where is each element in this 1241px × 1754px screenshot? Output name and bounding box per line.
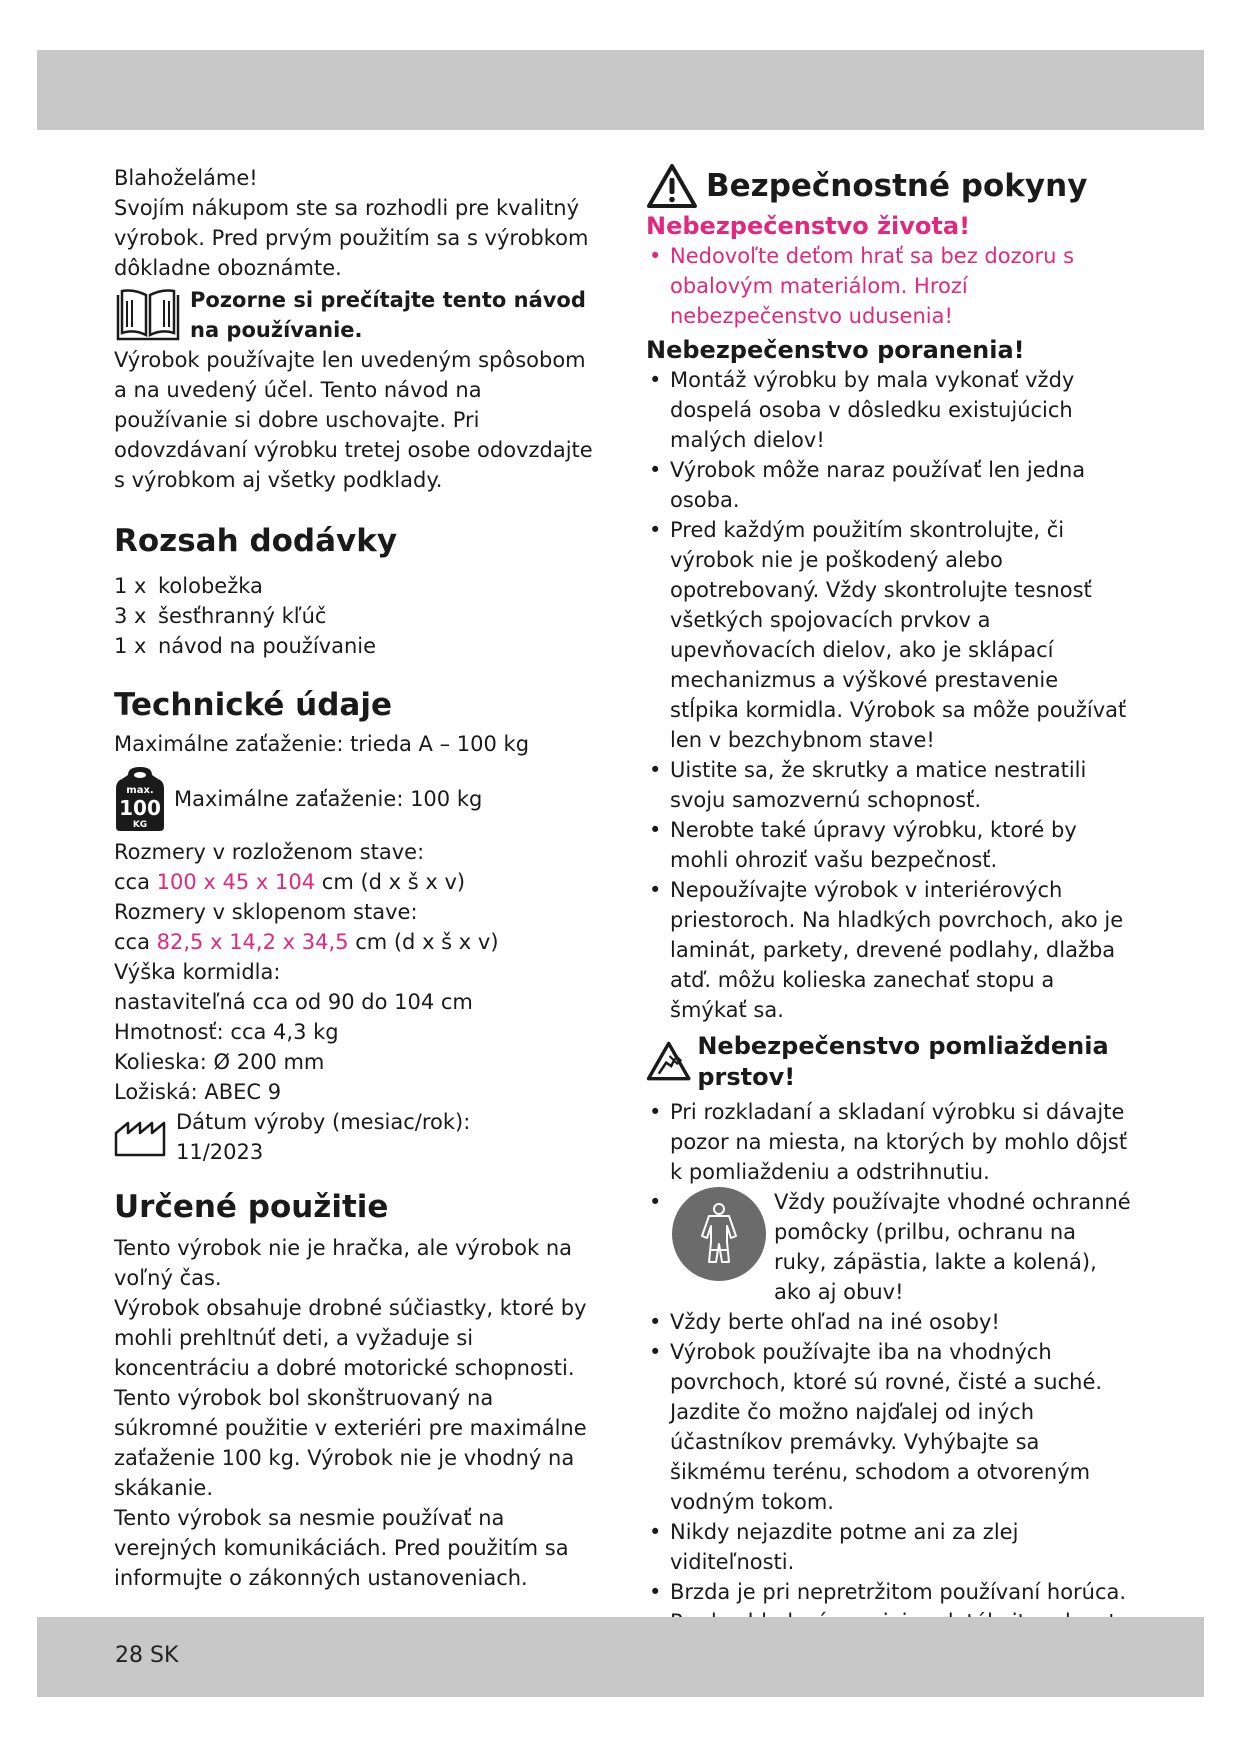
- list-item: • Nepoužívajte výrobok v interiérových priestoroch. Na hladkých povrchoch, ako je laminát, parkety, drevené podlahy, dlažba atď. môžu kolieska zanechať stopu a šmýkať sa.: [646, 875, 1132, 1025]
- list-item: • Brzda je pri nepretržitom používaní horúca.: [646, 1577, 1132, 1667]
- crush-warning-icon: [646, 1037, 691, 1085]
- protective-suit-icon: [672, 1187, 766, 1281]
- protective-gear-item: [646, 1187, 1132, 1307]
- supply-title: Rozsah dodávky: [114, 523, 398, 559]
- intended-paragraph: Tento výrobok sa nesmie používať na verejných komunikáciách. Pred použitím sa informujte o zákonných ustanoveniach.: [114, 1506, 569, 1590]
- list-item: • Výrobok používajte iba na vhodných povrchoch, ktoré sú rovné, čisté a suché. Jazdite čo možno najďalej od iných účastníkov premávky. Vyhýbajte sa šikmému terénu, schodom a otvoreným vodným tokom.: [646, 1337, 1132, 1517]
- svg-text:KG: KG: [132, 820, 148, 830]
- wheels-spec: Kolieska: Ø 200 mm: [114, 1050, 325, 1074]
- page-number: 28 SK: [115, 1643, 179, 1668]
- intro-text: Svojím nákupom ste sa rozhodli pre kvalitný výrobok. Pred prvým použitím sa s výrobkom dôkladne oboznámte.: [114, 196, 589, 280]
- danger-injury-list: [646, 365, 1132, 1025]
- list-item: • Pred každým použitím skontrolujte, či výrobok nie je poškodený alebo opotrebovaný. Vždy skontrolujte tesnosť všetkých spojovacích prvkov a upevňovacích dielov, ako je sklápací mechanizmus a výškové prestavenie stĺpika kormidla. Výrobok sa môže používať len v bezchybnom stave!: [646, 515, 1132, 755]
- list-item: • Uistite sa, že skrutky a matice nestratili svoju samozvernú schopnosť.: [646, 755, 1132, 815]
- safety-title: Bezpečnostné pokyny: [706, 168, 1088, 204]
- greeting: Blahoželáme!: [114, 166, 258, 190]
- list-item: • Vždy berte ohľad na iné osoby!: [646, 1307, 1132, 1337]
- unfolded-label: Rozmery v rozloženom stave:: [114, 840, 425, 864]
- production-date-label: Dátum výroby (mesiac/rok):: [176, 1110, 471, 1134]
- warning-triangle-icon: [646, 163, 698, 209]
- production-date-value: 11/2023: [176, 1140, 264, 1164]
- folded-value: 82,5 x 14,2 x 34,5: [156, 930, 349, 954]
- max-load-class: Maximálne zaťaženie: trieda A – 100 kg: [114, 732, 530, 756]
- svg-text:100: 100: [119, 796, 161, 820]
- unfolded-value: 100 x 45 x 104: [156, 870, 316, 894]
- list-item: • Montáž výrobku by mala vykonať vždy dospelá osoba v dôsledku existujúcich malých dielov!: [646, 365, 1132, 455]
- folded-dimensions: cca 82,5 x 14,2 x 34,5 cm (d x š x v): [114, 930, 499, 954]
- bearings-spec: Ložiská: ABEC 9: [114, 1080, 282, 1104]
- danger-crush-heading: [646, 1031, 1132, 1093]
- danger-life-list: [646, 241, 1132, 331]
- intended-paragraph: Tento výrobok bol skonštruovaný na súkromné použitie v exteriéri pre maximálne zaťaženie 100 kg. Výrobok nie je vhodný na skákanie.: [114, 1386, 587, 1500]
- weight-icon: [114, 765, 166, 833]
- supply-item: 3 x šesťhranný kľúč: [114, 604, 327, 628]
- unfolded-dimensions: cca 100 x 45 x 104 cm (d x š x v): [114, 870, 466, 894]
- handlebar-label: Výška kormidla:: [114, 960, 281, 984]
- intended-paragraph: Tento výrobok nie je hračka, ale výrobok na voľný čas.: [114, 1236, 573, 1290]
- open-book-icon: [114, 287, 182, 343]
- danger-crush-list: [646, 1097, 1132, 1667]
- supply-item: 1 x kolobežka: [114, 574, 263, 598]
- max-load: Maximálne zaťaženie: 100 kg: [174, 787, 483, 811]
- read-manual-row: [114, 285, 594, 345]
- tech-title: Technické údaje: [114, 687, 393, 723]
- header-band: [37, 50, 1204, 130]
- read-manual-notice: Pozorne si prečítajte tento návod na používanie.: [190, 288, 586, 342]
- list-item: • Výrobok môže naraz používať len jedna osoba.: [646, 455, 1132, 515]
- safety-heading: [646, 163, 1132, 209]
- danger-crush-title: Nebezpečenstvo pomliaždenia prstov!: [697, 1032, 1109, 1091]
- intended-use-title: Určené použitie: [114, 1189, 389, 1225]
- max-load-row: [114, 765, 594, 833]
- folded-label: Rozmery v sklopenom stave:: [114, 900, 418, 924]
- supply-list: [114, 571, 594, 661]
- weight-spec: Hmotnosť: cca 4,3 kg: [114, 1020, 339, 1044]
- supply-item: 1 x návod na používanie: [114, 634, 377, 658]
- list-item: • Pri rozkladaní a skladaní výrobku si dávajte pozor na miesta, na ktorých by mohlo dôjsť k pomliaždeniu a odstrihnutiu.: [646, 1097, 1132, 1187]
- footer-band: [37, 1617, 1204, 1697]
- factory-date-icon: [114, 1115, 168, 1157]
- protective-gear-text: • Vždy používajte vhodné ochranné pomôcky (prilbu, ochranu na ruky, zápästia, lakte a kolená), ako aj obuv!: [774, 1190, 1131, 1304]
- list-item: • Nerobte také úpravy výrobku, ktoré by mohli ohroziť vašu bezpečnosť.: [646, 815, 1132, 875]
- right-column: [646, 163, 1132, 1667]
- danger-injury-title: Nebezpečenstvo poranenia!: [646, 336, 1025, 364]
- handlebar-value: nastaviteľná cca od 90 do 104 cm: [114, 990, 473, 1014]
- svg-text:max.: max.: [126, 785, 154, 796]
- list-item: • Nedovoľte deťom hrať sa bez dozoru s obalovým materiálom. Hrozí nebezpečenstvo udusenia!: [646, 241, 1132, 331]
- production-date-row: [114, 1107, 594, 1167]
- list-item: • Nikdy nejazdite potme ani za zlej viditeľnosti.: [646, 1517, 1132, 1577]
- danger-life-title: Nebezpečenstvo života!: [646, 212, 971, 240]
- intended-paragraph: Výrobok obsahuje drobné súčiastky, ktoré by mohli prehltnúť deti, a vyžaduje si koncentráciu a dobré motorické schopnosti.: [114, 1296, 587, 1380]
- usage-text: Výrobok používajte len uvedeným spôsobom a na uvedený účel. Tento návod na používanie si dobre uschovajte. Pri odovzdávaní výrobku tretej osobe odovzdajte s výrobkom aj všetky podklady.: [114, 348, 593, 492]
- left-column: [114, 163, 594, 1593]
